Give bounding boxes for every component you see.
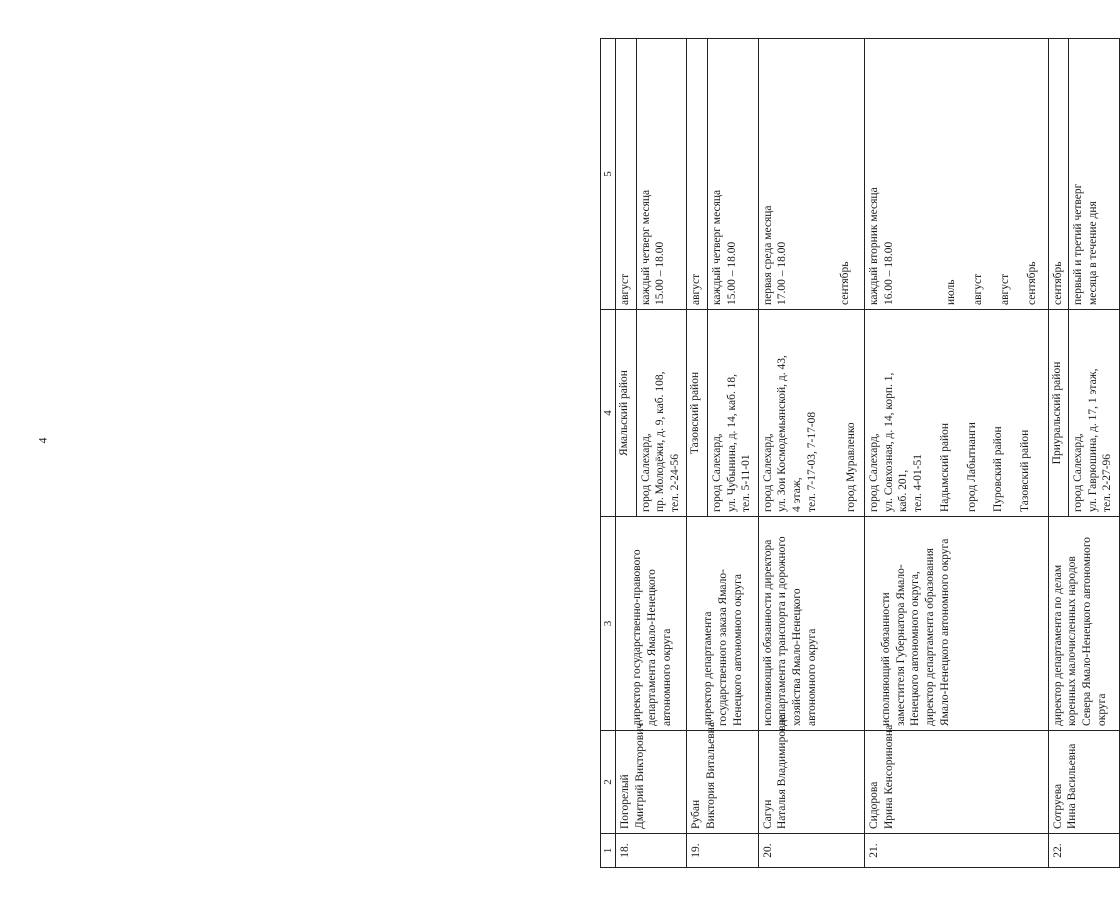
row-number: 18. bbox=[616, 834, 687, 868]
schedule-cell: первый и третий четверг месяца в течение дня bbox=[1069, 39, 1120, 310]
row-number: 19. bbox=[687, 834, 758, 868]
person-position: директор государственно-правового департамента Ямало-Ненецкого автономного округа bbox=[616, 517, 687, 731]
person-name: Сидорова Ирина Кенсориновна bbox=[864, 731, 1048, 834]
rotated-table-container bbox=[600, 38, 1120, 868]
table-row bbox=[758, 39, 864, 868]
schedule-cell: каждый вторник месяца 16.00 – 18.00 июль август август сентябрь bbox=[864, 39, 1048, 310]
person-name: Рубан Виктория Витальевна bbox=[687, 731, 758, 834]
header-col-5: 5 bbox=[601, 39, 616, 310]
address-cell: город Салехард, ул. Гаврюшина, д. 17, 1 этаж, тел. 2-27-96 bbox=[1069, 310, 1120, 517]
address-cell: город Салехард, ул. Совхозная, д. 14, корп. 1, каб. 201, тел. 4-01-51 Надымский район город Лабытнанги Пуровский район Тазовский район bbox=[864, 310, 1048, 517]
address-cell: город Салехард, ул. Зои Космодемьянской, д. 43, 4 этаж, тел. 7-17-03, 7-17-08 город Муравленко bbox=[758, 310, 864, 517]
schedule-table bbox=[600, 38, 1120, 868]
header-col-1: 1 bbox=[601, 834, 616, 868]
region-cell: Приуральский район bbox=[1048, 310, 1068, 517]
person-position: исполняющий обязанности заместителя Губернатора Ямало- Ненецкого автономного округа, директор департамента образования Ямало-Ненецкого автономного округа bbox=[864, 517, 1048, 731]
table-header-row bbox=[601, 39, 616, 868]
person-position: директор департамента государственного заказа Ямало- Ненецкого автономного округа bbox=[687, 517, 758, 731]
person-name: Сотруева Инна Васильевна bbox=[1048, 731, 1119, 834]
table-row bbox=[687, 39, 707, 868]
header-col-3: 3 bbox=[601, 517, 616, 731]
person-position: исполняющий обязанности директора департамента транспорта и дорожного хозяйства Ямало-Ненецкого автономного округа bbox=[758, 517, 864, 731]
schedule-cell: первая среда месяца 17.00 – 18.00 сентябрь bbox=[758, 39, 864, 310]
person-name: Погорелый Дмитрий Викторович bbox=[616, 731, 687, 834]
month-label: сентябрь bbox=[839, 261, 852, 305]
month-cell: август bbox=[687, 39, 707, 310]
page-number: 4 bbox=[35, 437, 50, 444]
person-position: директор департамента по делам коренных малочисленных народов Севера Ямало-Ненецкого автономного округа bbox=[1048, 517, 1119, 731]
region-label: город Муравленко bbox=[844, 422, 857, 512]
region-cell: Ямальский район bbox=[616, 310, 636, 517]
address-cell: город Салехард, ул. Чубынина, д. 14, каб. 18, тел. 5-11-01 bbox=[707, 310, 758, 517]
schedule-cell: каждый четверг месяца 15.00 – 18.00 bbox=[636, 39, 687, 310]
schedule-cell: каждый четверг месяца 15.00 – 18.00 bbox=[707, 39, 758, 310]
region-cell: Тазовский район bbox=[687, 310, 707, 517]
header-col-4: 4 bbox=[601, 310, 616, 517]
header-col-2: 2 bbox=[601, 731, 616, 834]
row-number: 21. bbox=[864, 834, 1048, 868]
table-row bbox=[1048, 39, 1068, 868]
month-cell: сентябрь bbox=[1048, 39, 1068, 310]
table-row bbox=[616, 39, 636, 868]
month-cell: август bbox=[616, 39, 636, 310]
person-name: Сагун Наталья Владимировна bbox=[758, 731, 864, 834]
table-row bbox=[864, 39, 1048, 868]
row-number: 22. bbox=[1048, 834, 1119, 868]
row-number: 20. bbox=[758, 834, 864, 868]
address-cell: город Салехард, пр. Молодёжи, д. 9, каб. 108, тел. 2-24-56 bbox=[636, 310, 687, 517]
